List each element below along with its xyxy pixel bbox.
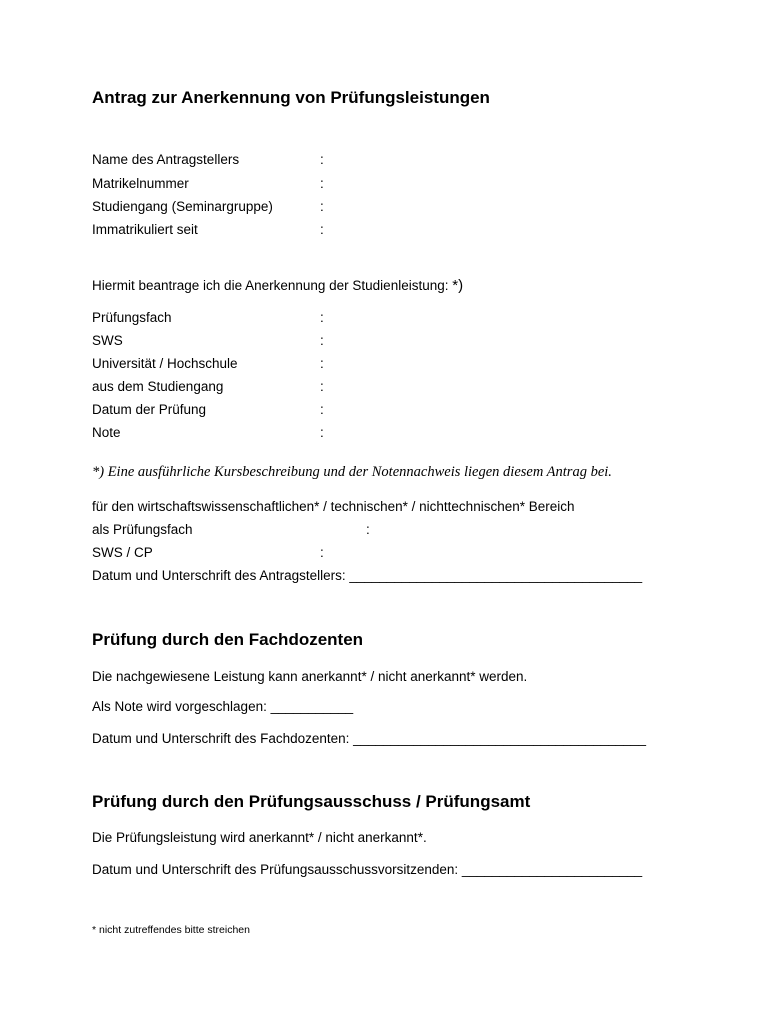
field-label-note: Note [92,425,121,440]
field-separator: : [320,402,324,417]
section-heading-lecturer: Prüfung durch den Fachdozenten [92,630,364,649]
field-separator: : [320,333,324,348]
attachment-note: *) Eine ausführliche Kursbeschreibung und der Notennachweis liegen diesem Antrag bei. [92,464,612,480]
request-line [92,277,463,294]
field-separator: : [320,199,324,214]
as-exam-label: als Prüfungsfach [92,522,193,537]
lecturer-signature-line: Datum und Unterschrift des Fachdozenten: _______________________________________ [92,731,646,746]
committee-signature-line: Datum und Unterschrift des Prüfungsausschussvorsitzenden: ________________________ [92,862,643,877]
field-separator: : [320,545,324,560]
field-label-studiengang-origin: aus dem Studiengang [92,379,224,394]
request-line-marker: *) [452,277,464,294]
field-label-sws: SWS [92,333,123,348]
field-label-universitaet: Universität / Hochschule [92,356,238,371]
field-separator: : [320,356,324,371]
page-title: Antrag zur Anerkennung von Prüfungsleistungen [92,88,490,107]
field-label-studiengang: Studiengang (Seminargruppe) [92,199,273,214]
field-separator: : [320,310,324,325]
field-label-datum-pruefung: Datum der Prüfung [92,402,207,417]
lecturer-grade-line: Als Note wird vorgeschlagen: ___________ [92,699,354,714]
field-label-name: Name des Antragstellers [92,152,240,167]
field-label-matrikel: Matrikelnummer [92,176,189,191]
lecturer-recognition-line: Die nachgewiesene Leistung kann anerkannt* / nicht anerkannt* werden. [92,669,528,684]
field-separator: : [320,425,324,440]
field-separator: : [320,222,324,237]
request-line-text: Hiermit beantrage ich die Anerkennung der Studienleistung: [92,278,453,293]
field-separator: : [366,522,370,537]
field-separator: : [320,176,324,191]
field-separator: : [320,152,324,167]
field-label-immatrikuliert: Immatrikuliert seit [92,222,198,237]
section-heading-committee: Prüfung durch den Prüfungsausschuss / Prüfungsamt [92,792,531,811]
sws-cp-label: SWS / CP [92,545,153,560]
footnote: * nicht zutreffendes bitte streichen [92,924,250,936]
field-separator: : [320,379,324,394]
area-line: für den wirtschaftswissenschaftlichen* / technischen* / nichttechnischen* Bereich [92,499,575,514]
committee-recognition-line: Die Prüfungsleistung wird anerkannt* / nicht anerkannt*. [92,830,427,845]
field-label-pruefungsfach: Prüfungsfach [92,310,172,325]
applicant-signature-line: Datum und Unterschrift des Antragstellers: _______________________________________ [92,568,643,583]
